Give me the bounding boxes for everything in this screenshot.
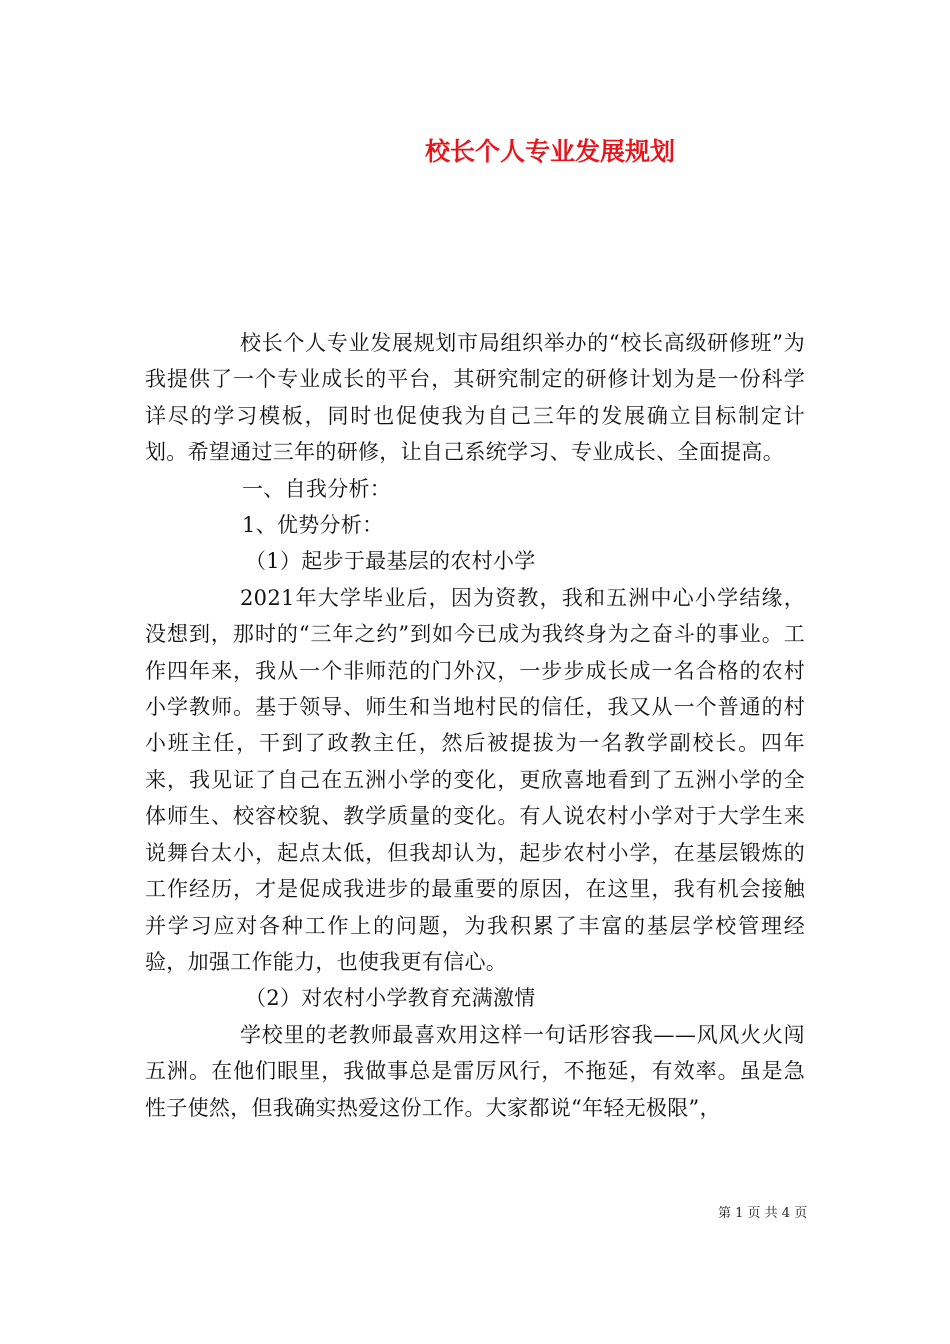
section-heading-self-analysis: 一、自我分析： [242, 476, 392, 501]
intro-paragraph: 校长个人专业发展规划市局组织举办的“校长高级研修班”为我提供了一个专业成长的平台，其研究制定的研修计划为是一份科学详尽的学习模板，同时也促使我为自己三年的发展确立目标制定计划。希望通过三年的研修，让自己系统学习、专业成长、全面提高。 [145, 331, 805, 465]
document-body [145, 325, 805, 1126]
document-title: 校长个人专业发展规划 [424, 137, 675, 166]
point-heading-1: （1）起步于最基层的农村小学 [245, 549, 536, 574]
page-number-footer: 第 1 页 共 4 页 [718, 1206, 808, 1221]
point-1-paragraph: 2021年大学毕业后，因为资教，我和五洲中心小学结缘，没想到，那时的“三年之约”到如今已成为我终身为之奋斗的事业。工作四年来，我从一个非师范的门外汉，一步步成长成一名合格的农村小学教师。基于领导、师生和当地村民的信任，我又从一个普通的村小班主任，干到了政教主任，然后被提拔为一名教学副校长。四年来，我见证了自己在五洲小学的变化，更欣喜地看到了五洲小学的全体师生、校容校貌、教学质量的变化。有人说农村小学对于大学生来说舞台太小，起点太低，但我却认为，起步农村小学，在基层锻炼的工作经历，才是促成我进步的最重要的原因，在这里，我有机会接触并学习应对各种工作上的问题，为我积累了丰富的基层学校管理经验，加强工作能力，也使我更有信心。 [145, 585, 805, 974]
subsection-heading-strengths: 1、优势分析： [242, 513, 384, 538]
point-heading-2: （2）对农村小学教育充满激情 [245, 986, 536, 1011]
point-2-paragraph: 学校里的老教师最喜欢用这样一句话形容我——风风火火闯五洲。在他们眼里，我做事总是雷厉风行，不拖延，有效率。虽是急性子使然，但我确实热爱这份工作。大家都说“年轻无极限”， [145, 1022, 805, 1120]
